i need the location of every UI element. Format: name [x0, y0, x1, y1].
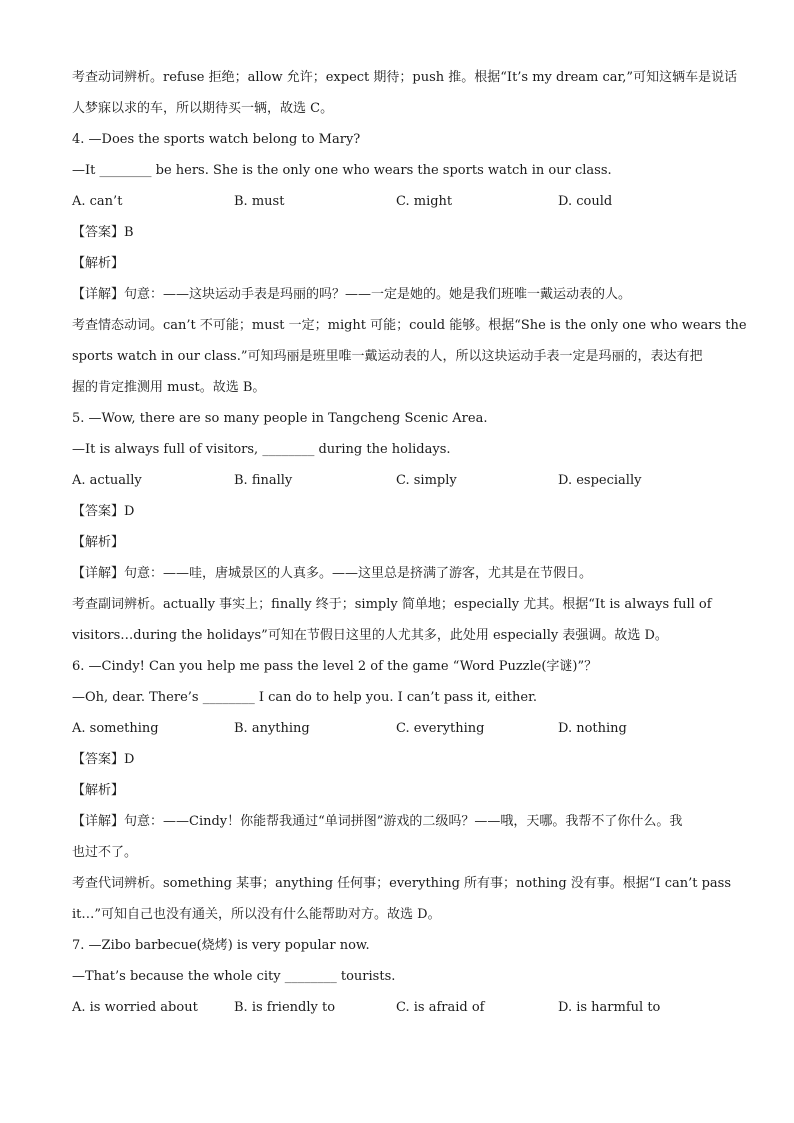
detail-line: 【详解】句意：——哇，唐城景区的人真多。——这里总是挤满了游客，尤其是在节假日。: [72, 566, 593, 581]
question-4-stem: 4. —Does the sports watch belong to Mary?: [72, 132, 361, 147]
question-4-reply: —It ________ be hers. She is the only one who wears the sports watch in our class.: [72, 163, 612, 178]
explanation-line: 握的肯定推测用 must。故选 B。: [72, 380, 266, 395]
question-6-reply: —Oh, dear. There’s ________ I can do to help you. I can’t pass it, either.: [72, 690, 537, 705]
option-a: A. actually: [72, 473, 142, 488]
option-c: C. might: [396, 194, 453, 209]
option-b: B. finally: [234, 473, 293, 488]
option-b: B. is friendly to: [234, 1000, 336, 1015]
option-d: D. could: [558, 194, 613, 209]
explanation-line: sports watch in our class.”可知玛丽是班里唯一戴运动表的人，所以这块运动手表一定是玛丽的，表达有把: [72, 349, 703, 364]
option-d: D. especially: [558, 473, 642, 488]
option-a: A. can’t: [72, 194, 123, 209]
question-5-reply: —It is always full of visitors, ________ during the holidays.: [72, 442, 451, 457]
explanation-line: 考查动词辨析。refuse 拒绝；allow 允许；expect 期待；push 推。根据“It’s my dream car,”可知这辆车是说话: [72, 70, 738, 85]
option-b: B. must: [234, 194, 285, 209]
option-a: A. something: [72, 721, 159, 736]
detail-line: 【详解】句意：——Cindy！你能帮我通过“单词拼图”游戏的二级吗？——哦，天哪。我帮不了你什么。我: [72, 814, 683, 829]
analysis-label: 【解析】: [72, 783, 125, 798]
option-d: D. is harmful to: [558, 1000, 661, 1015]
answer-label: 【答案】B: [72, 225, 134, 240]
detail-line: 也过不了。: [72, 845, 138, 860]
question-7-stem: 7. —Zibo barbecue(烧烤) is very popular now.: [72, 938, 370, 953]
question-4-options: [72, 186, 722, 217]
question-6-options: [72, 713, 722, 744]
question-6-stem: 6. —Cindy! Can you help me pass the level 2 of the game “Word Puzzle(字谜)”？: [72, 659, 598, 674]
question-7-options: [72, 992, 722, 1023]
question-5-stem: 5. —Wow, there are so many people in Tangcheng Scenic Area.: [72, 411, 488, 426]
answer-label: 【答案】D: [72, 752, 135, 767]
option-c: C. everything: [396, 721, 485, 736]
option-d: D. nothing: [558, 721, 627, 736]
document-page: [72, 62, 747, 1023]
detail-line: 【详解】句意：——这块运动手表是玛丽的吗？——一定是她的。她是我们班唯一戴运动表的人。: [72, 287, 632, 302]
option-a: A. is worried about: [72, 1000, 198, 1015]
explanation-line: 人梦寐以求的车，所以期待买一辆，故选 C。: [72, 101, 334, 116]
explanation-line: 考查副词辨析。actually 事实上；finally 终于；simply 简单地；especially 尤其。根据“It is always full of: [72, 597, 712, 612]
explanation-line: 考查代词辨析。something 某事；anything 任何事；everything 所有事；nothing 没有事。根据“I can’t pass: [72, 876, 732, 891]
answer-label: 【答案】D: [72, 504, 135, 519]
explanation-line: 考查情态动词。can’t 不可能；must 一定；might 可能；could 能够。根据“She is the only one who wears the: [72, 318, 747, 333]
explanation-line: it…”可知自己也没有通关，所以没有什么能帮助对方。故选 D。: [72, 907, 441, 922]
question-5-options: [72, 465, 722, 496]
question-7-reply: —That’s because the whole city ________ tourists.: [72, 969, 396, 984]
explanation-line: visitors…during the holidays”可知在节假日这里的人尤其多，此处用 especially 表强调。故选 D。: [72, 628, 668, 643]
option-c: C. simply: [396, 473, 457, 488]
option-c: C. is afraid of: [396, 1000, 485, 1015]
option-b: B. anything: [234, 721, 310, 736]
analysis-label: 【解析】: [72, 535, 125, 550]
analysis-label: 【解析】: [72, 256, 125, 271]
